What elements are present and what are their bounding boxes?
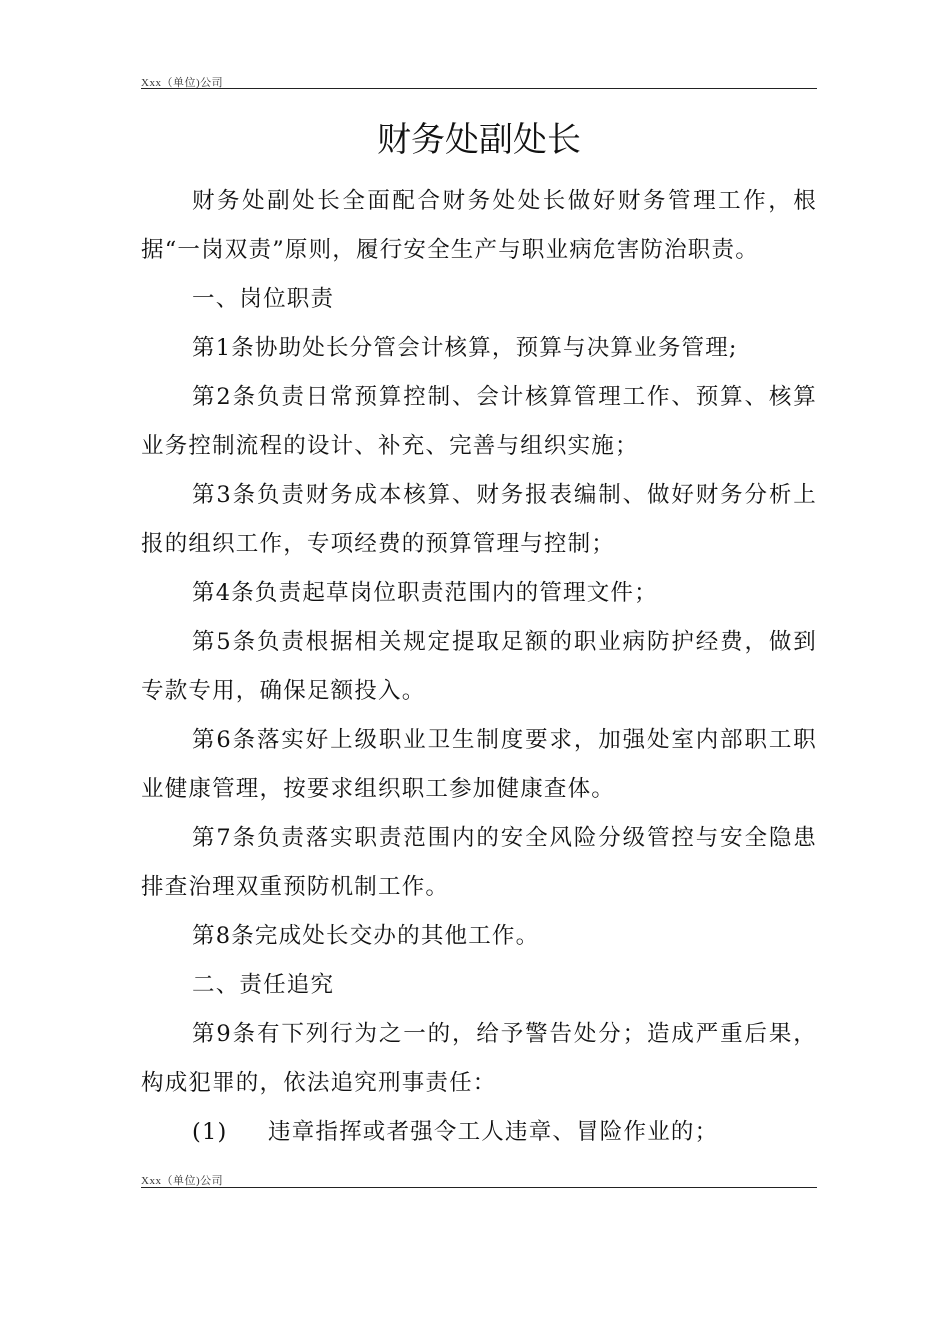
page-footer: Xxx（单位)公司: [141, 1175, 224, 1187]
footer-rule: [141, 1187, 817, 1188]
article-7: 第7条负责落实职责范围内的安全风险分级管控与安全隐患排查治理双重预防机制工作。: [141, 825, 817, 900]
article-3: 第3条负责财务成本核算、财务报表编制、做好财务分析上报的组织工作，专项经费的预算管理与控制；: [141, 482, 817, 557]
document-body: [141, 177, 817, 1157]
article-6: 第6条落实好上级职业卫生制度要求，加强处室内部职工职业健康管理，按要求组织职工参加健康查体。: [141, 727, 817, 802]
article-1: 第1条协助处长分管会计核算，预算与决算业务管理;: [192, 335, 738, 361]
list-item: [141, 1108, 817, 1157]
page-header: Xxx（单位)公司: [141, 77, 224, 89]
article-2: 第2条负责日常预算控制、会计核算管理工作、预算、核算业务控制流程的设计、补充、完善与组织实施；: [141, 384, 817, 459]
document-title: 财务处副处长: [377, 120, 581, 160]
intro-paragraph: 财务处副处长全面配合财务处处长做好财务管理工作，根据“一岗双责”原则，履行安全生产与职业病危害防治职责。: [141, 188, 817, 263]
article-5: 第5条负责根据相关规定提取足额的职业病防护经费，做到专款专用，确保足额投入。: [141, 629, 817, 704]
article-9: 第9条有下列行为之一的，给予警告处分；造成严重后果，构成犯罪的，依法追究刑事责任：: [141, 1021, 817, 1096]
section-heading-duties: 一、岗位职责: [192, 286, 335, 312]
article-4: 第4条负责起草岗位职责范围内的管理文件；: [192, 580, 658, 606]
section-heading-liability: 二、责任追究: [192, 972, 335, 998]
header-rule: [141, 88, 817, 89]
list-item-number: (1): [192, 1119, 228, 1145]
list-item-text: 违章指挥或者强令工人违章、冒险作业的；: [268, 1119, 719, 1145]
article-8: 第8条完成处长交办的其他工作。: [192, 923, 540, 949]
